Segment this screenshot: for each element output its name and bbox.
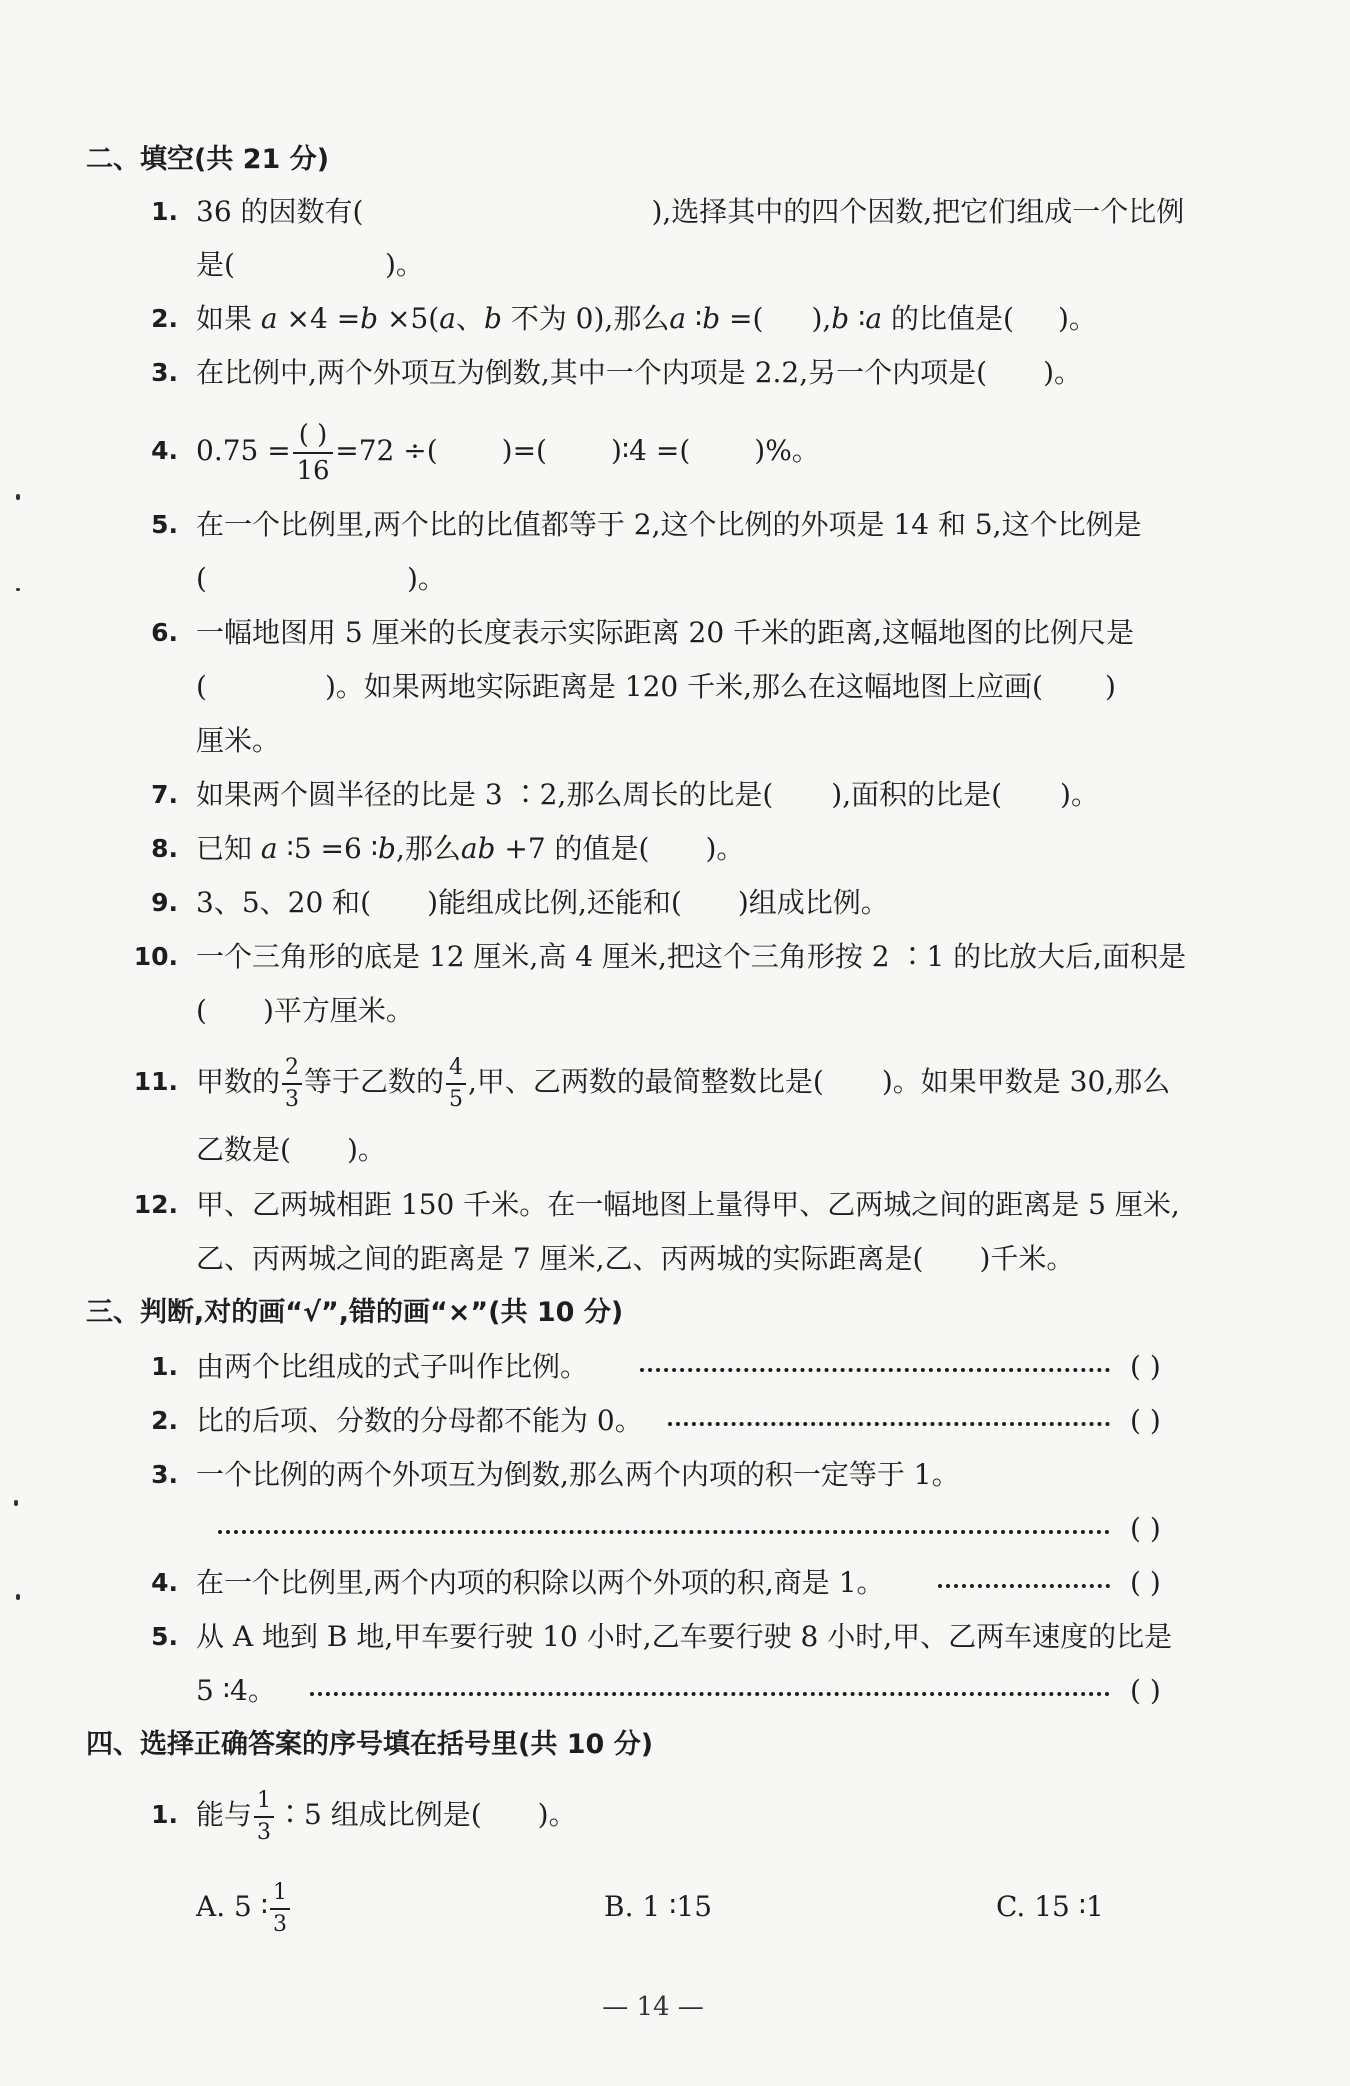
question-number: 8. — [151, 834, 178, 863]
answer-parentheses[interactable]: ( ) — [1130, 1404, 1161, 1437]
fraction: $\frac{1}{3}$ — [270, 1882, 290, 1936]
scan-speck — [16, 1594, 20, 1600]
option-a[interactable]: A. 5 ∶ $\frac{1}{3}$ — [196, 1872, 292, 1942]
section-2-title: 二、填空(共 21 分) — [86, 144, 330, 175]
section-3-title: 三、判断,对的画“√”,错的画“×”(共 10 分) — [86, 1297, 624, 1328]
question-text: 从 A 地到 B 地,甲车要行驶 10 小时,乙车要行驶 8 小时,甲、乙两车速度的比是 — [196, 1620, 1173, 1653]
question-2-12-cont: 乙、丙两城之间的距离是 7 厘米,乙、丙两城的实际距离是( )千米。 — [196, 1242, 1075, 1275]
scan-speck — [16, 494, 20, 500]
question-number: 5. — [151, 510, 178, 539]
answer-parentheses[interactable]: ( ) — [1130, 1674, 1161, 1707]
question-number: 1. — [151, 1800, 178, 1829]
question-text: 在一个比例里,两个内项的积除以两个外项的积,商是 1。 — [196, 1566, 885, 1599]
question-text: 由两个比组成的式子叫作比例。 — [196, 1350, 589, 1383]
fraction: $\frac{4}{5}$ — [446, 1057, 466, 1111]
option-c[interactable]: C. 15 ∶1 — [996, 1890, 1104, 1923]
page-number: — 14 — — [602, 1992, 704, 2022]
option-b[interactable]: B. 1 ∶15 — [604, 1890, 713, 1923]
question-2-6-cont: ( )。如果两地实际距离是 120 千米,那么在这幅地图上应画( ) — [196, 670, 1116, 703]
question-number: 3. — [151, 1460, 178, 1489]
question-2-5-cont: ( )。 — [196, 562, 446, 595]
question-text: 如果 a ×4 =b ×5(a、b 不为 0),那么a ∶b =( ),b ∶a 的比值是( )。 — [196, 302, 1097, 335]
question-number: 7. — [151, 780, 178, 809]
question-number: 4. — [151, 1568, 178, 1597]
scan-speck — [14, 1500, 18, 1506]
question-text: 已知 a ∶5 =6 ∶b,那么ab +7 的值是( )。 — [196, 832, 745, 865]
dot-leader — [218, 1530, 1110, 1534]
question-number: 11. — [133, 1067, 178, 1096]
answer-parentheses[interactable]: ( ) — [1130, 1566, 1161, 1599]
question-number: 1. — [151, 197, 178, 226]
answer-parentheses[interactable]: ( ) — [1130, 1512, 1161, 1545]
question-text: 0.75 = $\frac{( )}{16}$ =72 ÷( )=( )∶4 =( )%。 — [196, 419, 820, 486]
question-text: 甲数的 $\frac{2}{3}$ 等于乙数的 $\frac{4}{5}$ ,甲、乙两数的最简整数比是( )。如果甲数是 30,那么 — [196, 1054, 1171, 1112]
question-text: 一幅地图用 5 厘米的长度表示实际距离 20 千米的距离,这幅地图的比例尺是 — [196, 616, 1134, 649]
dot-leader — [640, 1368, 1110, 1372]
question-text: 如果两个圆半径的比是 3 ∶2,那么周长的比是( ),面积的比是( )。 — [196, 778, 1099, 811]
question-number: 1. — [151, 1352, 178, 1381]
question-2-11-cont: 乙数是( )。 — [196, 1133, 386, 1166]
question-text: 36 的因数有( ),选择其中的四个因数,把它们组成一个比例 — [196, 195, 1185, 228]
fraction: $\frac{1}{3}$ — [254, 1790, 274, 1844]
question-text: 一个比例的两个外项互为倒数,那么两个内项的积一定等于 1。 — [196, 1458, 960, 1491]
question-text: 3、5、20 和( )能组成比例,还能和( )组成比例。 — [196, 886, 889, 919]
question-text: 甲、乙两城相距 150 千米。在一幅地图上量得甲、乙两城之间的距离是 5 厘米, — [196, 1188, 1180, 1221]
dot-leader — [938, 1584, 1110, 1588]
question-2-1-cont: 是( )。 — [196, 248, 424, 281]
answer-parentheses[interactable]: ( ) — [1130, 1350, 1161, 1383]
question-number: 12. — [133, 1190, 178, 1219]
scan-speck — [16, 588, 20, 591]
question-number: 3. — [151, 358, 178, 387]
question-2-10-cont: ( )平方厘米。 — [196, 994, 414, 1027]
fraction: $\frac{2}{3}$ — [282, 1057, 302, 1111]
dot-leader — [310, 1692, 1110, 1696]
question-text: 能与 $\frac{1}{3}$ ∶5 组成比例是( )。 — [196, 1787, 577, 1845]
question-number: 2. — [151, 304, 178, 333]
section-4-title: 四、选择正确答案的序号填在括号里(共 10 分) — [86, 1729, 654, 1760]
question-3-5-cont: 5 ∶4。 — [196, 1674, 276, 1707]
question-text: 比的后项、分数的分母都不能为 0。 — [196, 1404, 643, 1437]
question-number: 4. — [151, 436, 178, 465]
question-number: 9. — [151, 888, 178, 917]
question-number: 6. — [151, 618, 178, 647]
question-text: 在比例中,两个外项互为倒数,其中一个内项是 2.2,另一个内项是( )。 — [196, 356, 1082, 389]
question-number: 5. — [151, 1622, 178, 1651]
question-2-6-cont2: 厘米。 — [196, 724, 281, 757]
question-number: 2. — [151, 1406, 178, 1435]
question-number: 10. — [133, 942, 178, 971]
question-text: 一个三角形的底是 12 厘米,高 4 厘米,把这个三角形按 2 ∶1 的比放大后,面积是 — [196, 940, 1187, 973]
question-text: 在一个比例里,两个比的比值都等于 2,这个比例的外项是 14 和 5,这个比例是 — [196, 508, 1142, 541]
fraction: $\frac{( )}{16}$ — [293, 422, 334, 484]
dot-leader — [668, 1422, 1110, 1426]
